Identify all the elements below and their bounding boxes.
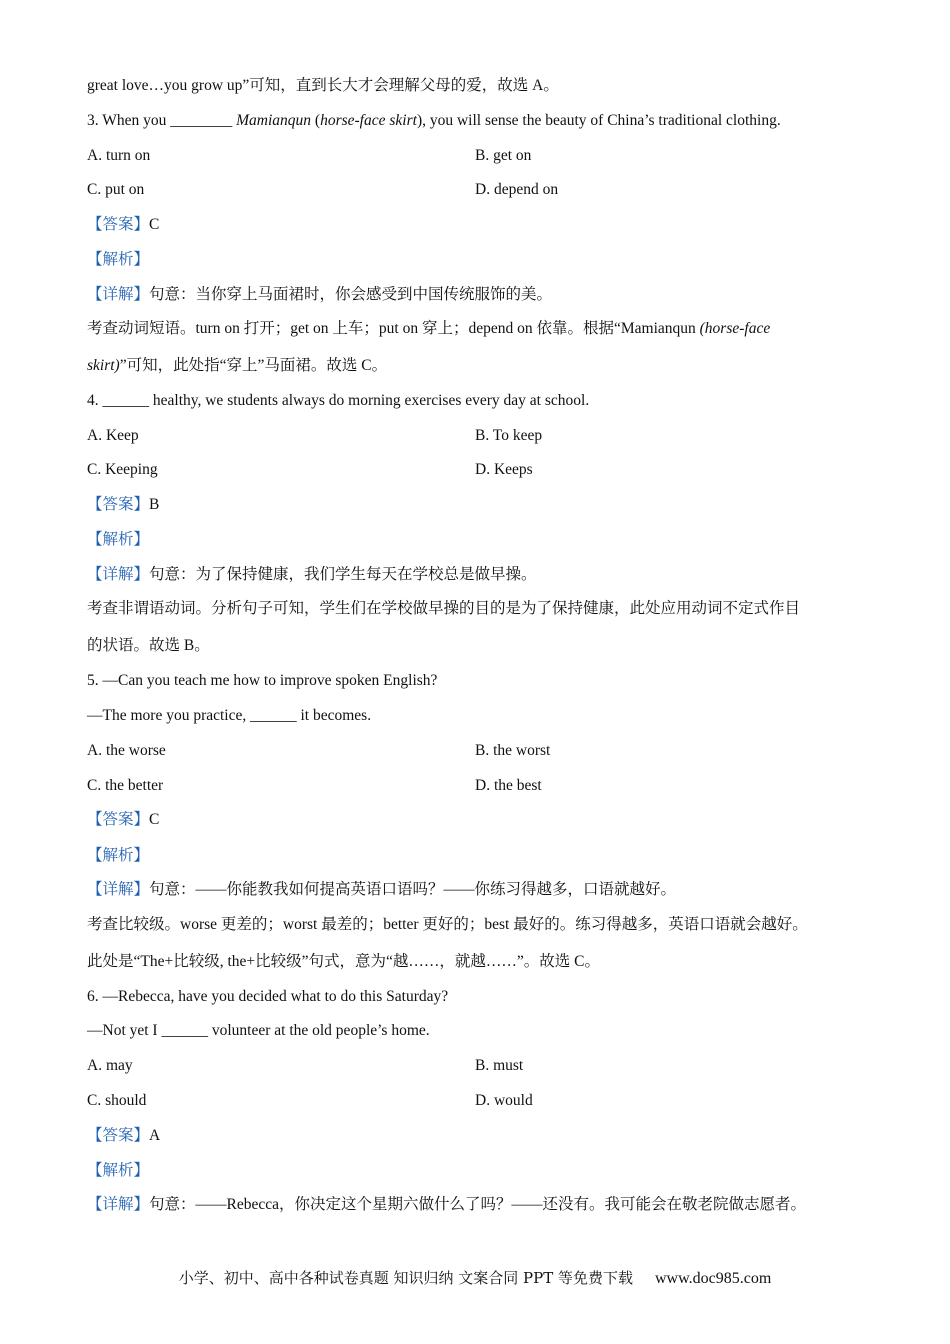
detail-text: 句意：——Rebecca，你决定这个星期六做什么了吗？——还没有。我可能会在敬老院做志愿者。 (149, 1196, 807, 1213)
footer-url[interactable]: www.doc985.com (654, 1270, 772, 1287)
answer-label: 【答案】 (87, 811, 150, 828)
q5-detail (87, 880, 676, 900)
q3-detail (87, 285, 552, 305)
detail-text: 句意：当你穿上马面裙时，你会感受到中国传统服饰的美。 (149, 286, 553, 303)
q4-option-b: B. To keep (475, 427, 543, 444)
answer-value: A (149, 1127, 161, 1144)
q4-analysis-label: 【解析】 (87, 531, 150, 548)
intro-text-b: A。 (528, 77, 559, 94)
q6-option-b: B. must (475, 1057, 524, 1074)
detail-label: 【详解】 (87, 1196, 150, 1213)
q5-option-d: D. the best (475, 777, 542, 794)
detail-text: 句意：为了保持健康，我们学生每天在学校总是做早操。 (149, 566, 537, 583)
q3-option-d: D. depend on (475, 181, 559, 198)
q4-option-c: C. Keeping (87, 461, 158, 478)
detail-label: 【详解】 (87, 286, 150, 303)
q3-stem-post: ), you will sense the beauty of China’s traditional clothing. (416, 112, 781, 129)
footer-text: 小学、初中、高中各种试卷真题 知识归纳 文案合同 PPT 等免费下载 (178, 1269, 633, 1287)
q3-explain-line-2 (87, 356, 387, 376)
q3-analysis-label: 【解析】 (87, 251, 150, 268)
q3-option-b: B. get on (475, 147, 532, 164)
q6-detail (87, 1195, 806, 1215)
question-4-stem: 4. ______ healthy, we students always do morning exercises every day at school. (87, 392, 590, 409)
q4-option-d: D. Keeps (475, 461, 533, 478)
q5-option-a: A. the worse (87, 742, 166, 759)
q3-stem-pre: 3. When you ________ (87, 112, 237, 129)
question-3-stem (87, 111, 781, 131)
q3-stem-mid: ( (311, 112, 321, 129)
question-5-stem-2: —The more you practice, ______ it becomes. (87, 707, 372, 724)
question-5-stem-1: 5. —Can you teach me how to improve spoken English? (87, 672, 438, 689)
detail-text: 句意：——你能教我如何提高英语口语吗？——你练习得越多，口语就越好。 (149, 881, 677, 898)
q6-option-a: A. may (87, 1057, 133, 1074)
q4-answer (87, 495, 159, 515)
q4-explain-line-2: 的状语。故选 B。 (87, 637, 210, 654)
q5-answer (87, 810, 159, 830)
q5-analysis-label: 【解析】 (87, 847, 150, 864)
detail-label: 【详解】 (87, 881, 150, 898)
q3-option-c: C. put on (87, 181, 145, 198)
intro-text-a: great love…you grow up”可知，直到长大才会理解父母的爱，故选 (87, 77, 529, 94)
q5-option-b: B. the worst (475, 742, 551, 759)
answer-label: 【答案】 (87, 216, 150, 233)
q3-explain-1-italic: (horse-face (699, 320, 771, 337)
q3-answer (87, 215, 159, 235)
answer-label: 【答案】 (87, 1127, 150, 1144)
q3-explain-1a: 考查动词短语。turn on 打开；get on 上车；put on 穿上；depend on 依靠。根据“Mamianqun (87, 320, 700, 337)
question-6-stem-1: 6. —Rebecca, have you decided what to do this Saturday? (87, 988, 449, 1005)
q3-explain-2-italic: skirt) (87, 357, 120, 374)
answer-value: C (149, 811, 160, 828)
answer-label: 【答案】 (87, 496, 150, 513)
intro-text (87, 76, 559, 96)
q3-explain-2b: ”可知，此处指“穿上”马面裙。故选 C。 (119, 357, 388, 374)
q3-option-a: A. turn on (87, 147, 151, 164)
q4-explain-line-1: 考查非谓语动词。分析句子可知，学生们在学校做早操的目的是为了保持健康，此处应用动词不定式作目 (87, 600, 801, 617)
answer-value: B (149, 496, 160, 513)
q6-option-d: D. would (475, 1092, 533, 1109)
q3-explain-line-1 (87, 319, 770, 339)
q3-stem-italic-2: horse-face skirt (320, 112, 417, 129)
q5-explain-line-2: 此处是“The+比较级, the+比较级”句式，意为“越……，就越……”。故选 C。 (87, 953, 601, 970)
q6-analysis-label: 【解析】 (87, 1162, 150, 1179)
q3-stem-italic-1: Mamianqun (236, 112, 312, 129)
q4-detail (87, 565, 537, 585)
q6-option-c: C. should (87, 1092, 147, 1109)
page-footer (0, 1268, 950, 1289)
q6-answer (87, 1126, 160, 1146)
answer-value: C (149, 216, 160, 233)
detail-label: 【详解】 (87, 566, 150, 583)
question-6-stem-2: —Not yet I ______ volunteer at the old people’s home. (87, 1022, 430, 1039)
q5-explain-line-1: 考查比较级。worse 更差的；worst 最差的；better 更好的；best 最好的。练习得越多，英语口语就会越好。 (87, 916, 808, 933)
q4-option-a: A. Keep (87, 427, 139, 444)
q5-option-c: C. the better (87, 777, 164, 794)
